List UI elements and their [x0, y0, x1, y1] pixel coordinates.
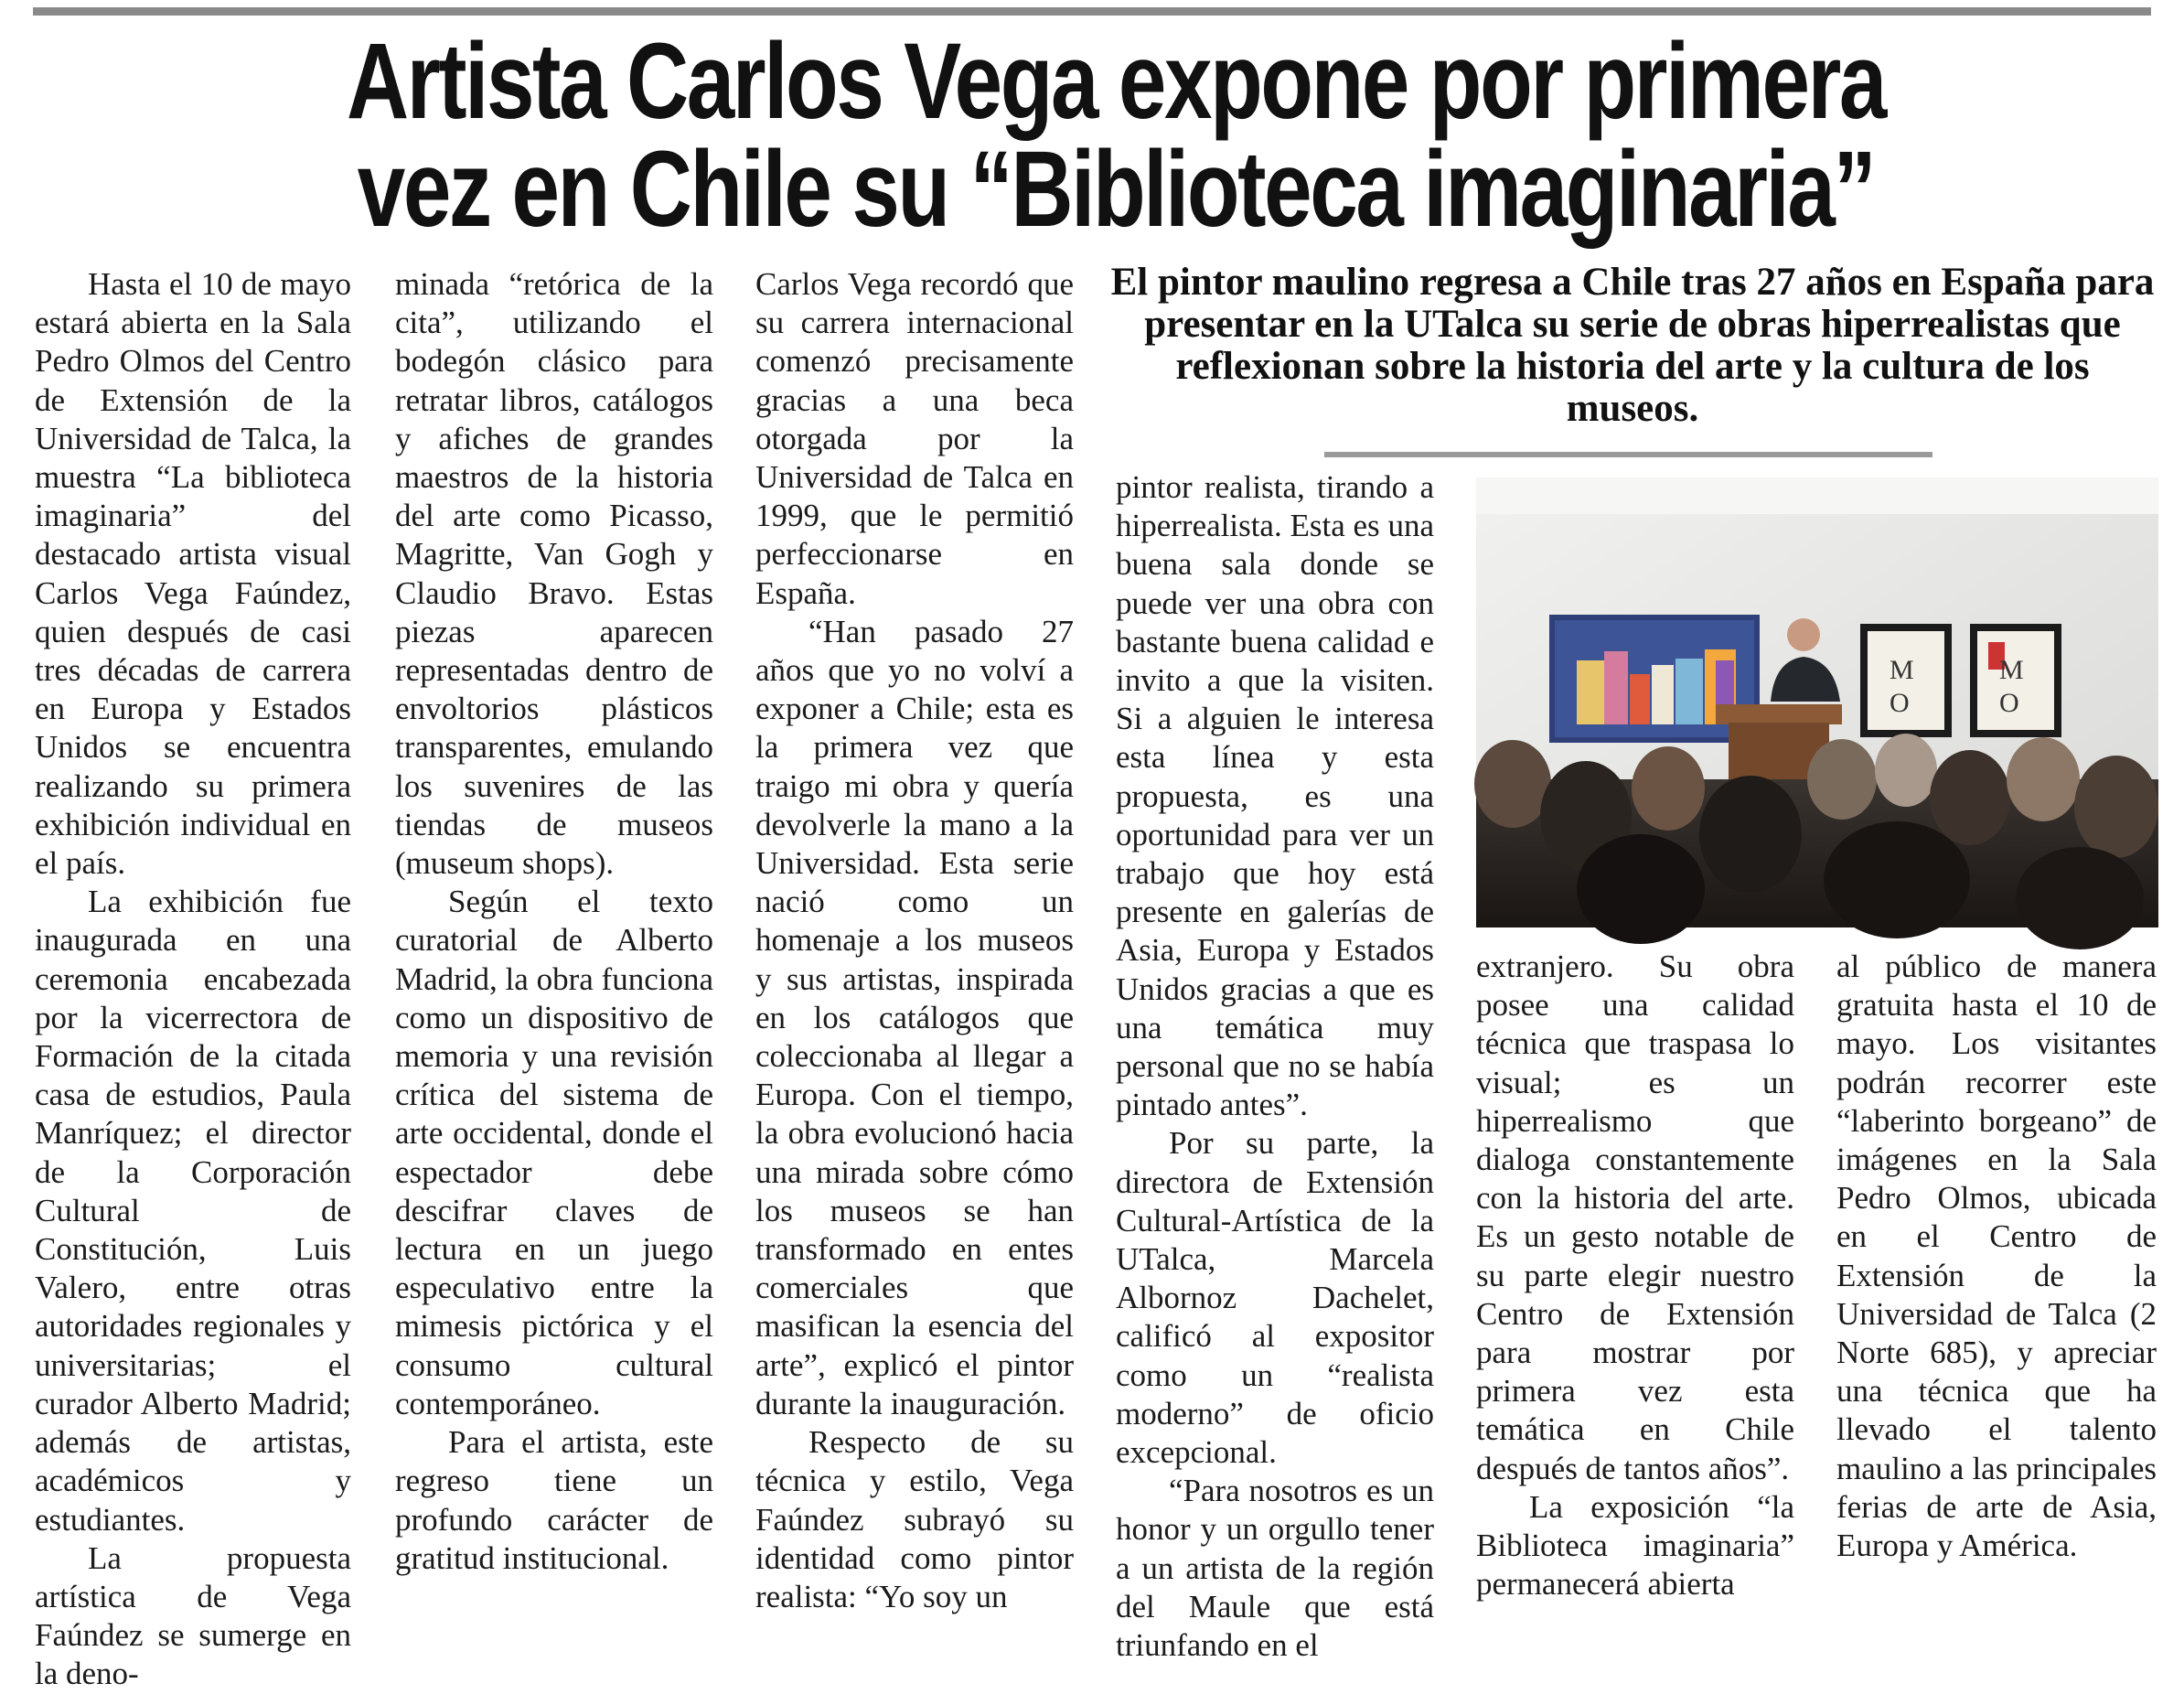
article-column-2: [395, 265, 713, 1582]
paragraph: Por su parte, la directora de Extensión Cultural-Artística de la UTalca, Marcela Albornoz Dachelet, calificó al expositor como un “realista moderno” de oficio excepcional.: [1116, 1125, 1434, 1471]
article-column-6: [1836, 948, 2157, 1582]
paragraph: extranjero. Su obra posee una calidad técnica que traspasa lo visual; es un hiperrealismo que dialoga constantemente con la historia del arte. Es un gesto notable de su parte elegir nuestro Centro de Extensión para mostrar por primera vez esta temática en Chile después de tantos años”.: [1476, 949, 1794, 1486]
audience: [1474, 734, 2158, 949]
article-column-1: [35, 265, 351, 1692]
paragraph: “Han pasado 27 años que yo no volví a exponer a Chile; esta es la primera vez que traigo mi obra y quería devolverle la mano a la Universidad. Esta serie nació como un homenaje a los museos y sus artistas, inspirada en los catálogos que coleccionaba al llegar a Europa. Con el tiempo, la obra evolucionó hacia una mirada sobre cómo los museos se han transformado en entes comerciales que masifican la esencia del arte”, explicó el pintor durante la inauguración.: [755, 613, 1074, 1421]
paragraph: al público de manera gratuita hasta el 10 de mayo. Los visitantes podrán recorrer este “laberinto borgeano” de imágenes en la Sala Pedro Olmos, ubicada en el Centro de Extensión de la Universidad de Talca (2 Norte 685), y apreciar una técnica que ha llevado el talento maulino a las principales ferias de arte de Asia, Europa y América.: [1836, 949, 2157, 1564]
paragraph: La exhibición fue inaugurada en una ceremonia encabezada por la vicerrectora de Formación de la citada casa de estudios, Paula Manríquez; el director de la Corporación Cultural de Constitución, Luis Valero, entre otras autoridades regionales y universitarias; el curador Alberto Madrid; además de artistas, académicos y estudiantes.: [35, 884, 351, 1538]
event-photo: [1476, 477, 2158, 927]
top-rule: [33, 7, 2151, 16]
paragraph: Respecto de su técnica y estilo, Vega Faúndez subrayó su identidad como pintor realista: “Yo soy un: [755, 1424, 1074, 1614]
paragraph: Para el artista, este regreso tiene un profundo carácter de gratitud institucional.: [395, 1424, 713, 1576]
article-column-5: [1476, 948, 1794, 1603]
paragraph: La exposición “la Biblioteca imaginaria” permanecerá abierta: [1476, 1488, 1794, 1603]
paragraph: “Para nosotros es un honor y un orgullo tener a un artista de la región del Maule que está triunfando en el: [1116, 1473, 1434, 1664]
paragraph: minada “retórica de la cita”, utilizando el bodegón clásico para retratar libros, catálogos y afiches de grandes maestros de la historia del arte como Picasso, Magritte, Van Gogh y Claudio Bravo. Estas piezas aparecen representadas dentro de envoltorios plásticos transparentes, emulando los suvenires de las tiendas de museos (museum shops).: [395, 266, 713, 882]
paragraph: La propuesta artística de Vega Faúndez se sumerge en la deno-: [35, 1539, 351, 1692]
article-column-3: [755, 265, 1074, 1614]
poster-letter: M: [1999, 655, 2024, 685]
poster-moma-2: [1970, 624, 2061, 737]
article-column-4: [1116, 468, 1434, 1664]
poster-letter: O: [1890, 688, 1910, 718]
headline: [267, 21, 1965, 250]
paragraph: Carlos Vega recordó que su carrera internacional comenzó precisamente gracias a una beca otorgada por la Universidad de Talca en 1999, que le permitió perfeccionarse en España.: [755, 266, 1074, 611]
poster-letter: M: [1890, 655, 1914, 685]
deck-rule: [1324, 452, 1932, 457]
paragraph: pintor realista, tirando a hiperrealista. Esta es una buena sala donde se puede ver una obra con bastante buena calidad e invito a que la visiten. Si a alguien le interesa esta línea y esta propuesta, es una oportunidad para ver un trabajo que hoy está presente en galerías de Asia, Europa y Estados Unidos gracias a que es una temática muy personal que no se había pintado antes”.: [1116, 469, 1434, 1123]
poster-letter: O: [1999, 688, 2019, 718]
event-photo-illustration: [1476, 477, 2158, 927]
headline-line-2: vez en Chile su “Biblioteca imaginaria”: [357, 129, 1875, 250]
deck-subheadline: El pintor maulino regresa a Chile tras 27 años en España para presentar en la UTalca su serie de obras hiperrealistas que reflexionan sobre la historia del arte y la cultura de los museos.: [1110, 261, 2155, 430]
paragraph: Según el texto curatorial de Alberto Madrid, la obra funciona como un dispositivo de memoria y una revisión crítica del sistema de arte occidental, donde el espectador debe descifrar claves de lectura en un juego especulativo entre la mimesis pictórica y el consumo cultural contemporáneo.: [395, 884, 713, 1421]
paragraph: Hasta el 10 de mayo estará abierta en la Sala Pedro Olmos del Centro de Extensión de la Universidad de Talca, la muestra “La biblioteca imaginaria” del destacado artista visual Carlos Vega Faúndez, quien después de casi tres décadas de carrera en Europa y Estados Unidos se encuentra realizando su primera exhibición individual en el país.: [35, 266, 351, 882]
headline-line-1: Artista Carlos Vega expone por primera: [346, 21, 1886, 142]
poster-moma-1: [1860, 624, 1952, 737]
